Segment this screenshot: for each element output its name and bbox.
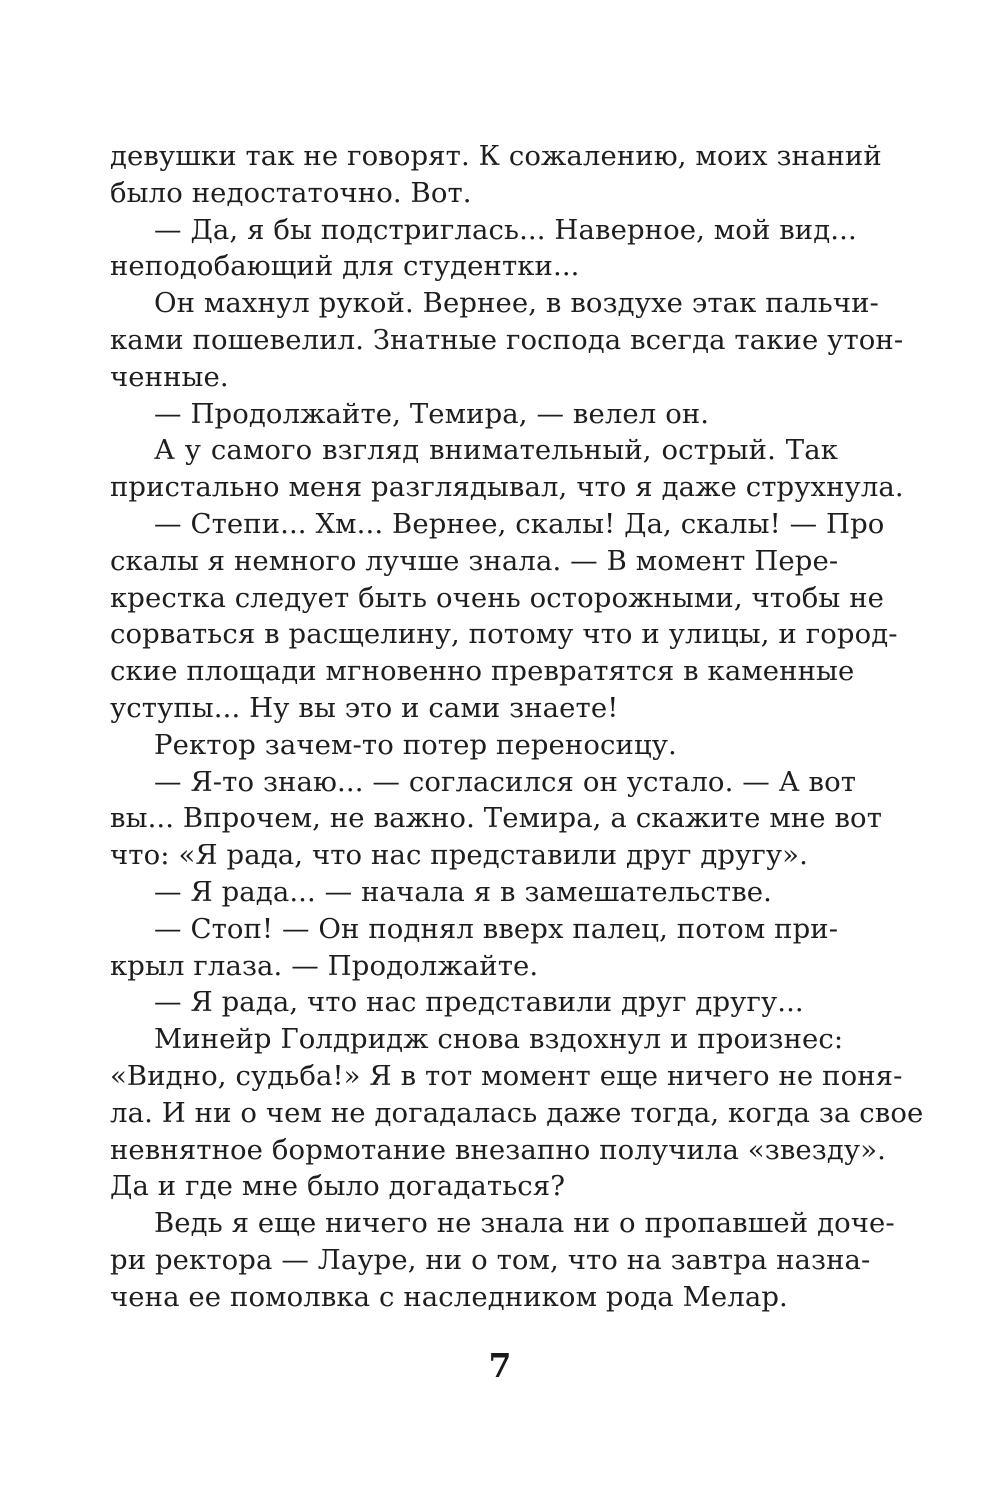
text-line: вы... Впрочем, не важно. Темира, а скажите мне вот (110, 802, 883, 835)
text-line: — Стоп! — Он поднял вверх палец, потом при- (154, 912, 839, 945)
text-line: неподобающий для студентки... (110, 250, 580, 283)
text-line: ские площади мгновенно превратятся в каменные (110, 655, 855, 688)
text-line: чена ее помолвка с наследником рода Мелар. (110, 1280, 788, 1313)
text-line: ченные. (110, 360, 229, 393)
text-line: — Я-то знаю... — согласился он устало. — А вот (154, 765, 857, 798)
text-line: уступы... Ну вы это и сами знаете! (110, 691, 619, 724)
text-line: пристально меня разглядывал, что я даже струхнула. (110, 471, 904, 504)
text-line: девушки так не говорят. К сожалению, моих знаний (110, 140, 882, 172)
text-line: что: «Я рада, что нас представили друг другу». (110, 839, 808, 872)
text-line: А у самого взгляд внимательный, острый. Так (154, 434, 838, 467)
text-line: крестка следует быть очень осторожными, чтобы не (110, 581, 885, 614)
text-line: сорваться в расщелину, потому что и улицы, и город- (110, 618, 898, 651)
text-line: скалы я немного лучше знала. — В момент Пере- (110, 544, 839, 577)
text-line: — Степи... Хм... Вернее, скалы! Да, скалы! — Про (154, 507, 885, 540)
body-text (110, 138, 924, 1316)
text-line: — Я рада, что нас представили друг другу... (154, 986, 804, 1019)
text-line: крыл глаза. — Продолжайте. (110, 949, 539, 982)
text-line: — Продолжайте, Темира, — велел он. (154, 397, 710, 430)
text-line: Ректор зачем-то потер переносицу. (154, 728, 677, 761)
text-line: Ведь я еще ничего не знала ни о пропавшей доче- (154, 1207, 895, 1240)
text-line: ками пошевелил. Знатные господа всегда такие утон- (110, 323, 904, 356)
text-line: невнятное бормотание внезапно получила «звезду». (110, 1133, 886, 1166)
page-number: 7 (488, 1346, 512, 1385)
text-line: было недостаточно. Вот. (110, 176, 472, 209)
text-line: — Да, я бы подстриглась... Наверное, мой вид... (154, 213, 857, 246)
text-line: Да и где мне было догадаться? (110, 1170, 566, 1203)
text-line: — Я рада... — начала я в замешательстве. (154, 875, 773, 908)
text-line: ри ректора — Лауре, ни о том, что на завтра назна- (110, 1243, 871, 1276)
text-line: Он махнул рукой. Вернее, в воздухе этак пальчи- (154, 287, 879, 320)
text-line: «Видно, судьба!» Я в тот момент еще ничего не поня- (110, 1059, 903, 1092)
text-line: Минейр Голдридж снова вздохнул и произнес: (154, 1023, 844, 1056)
text-line: ла. И ни о чем не догадалась даже тогда, когда за свое (110, 1096, 924, 1129)
